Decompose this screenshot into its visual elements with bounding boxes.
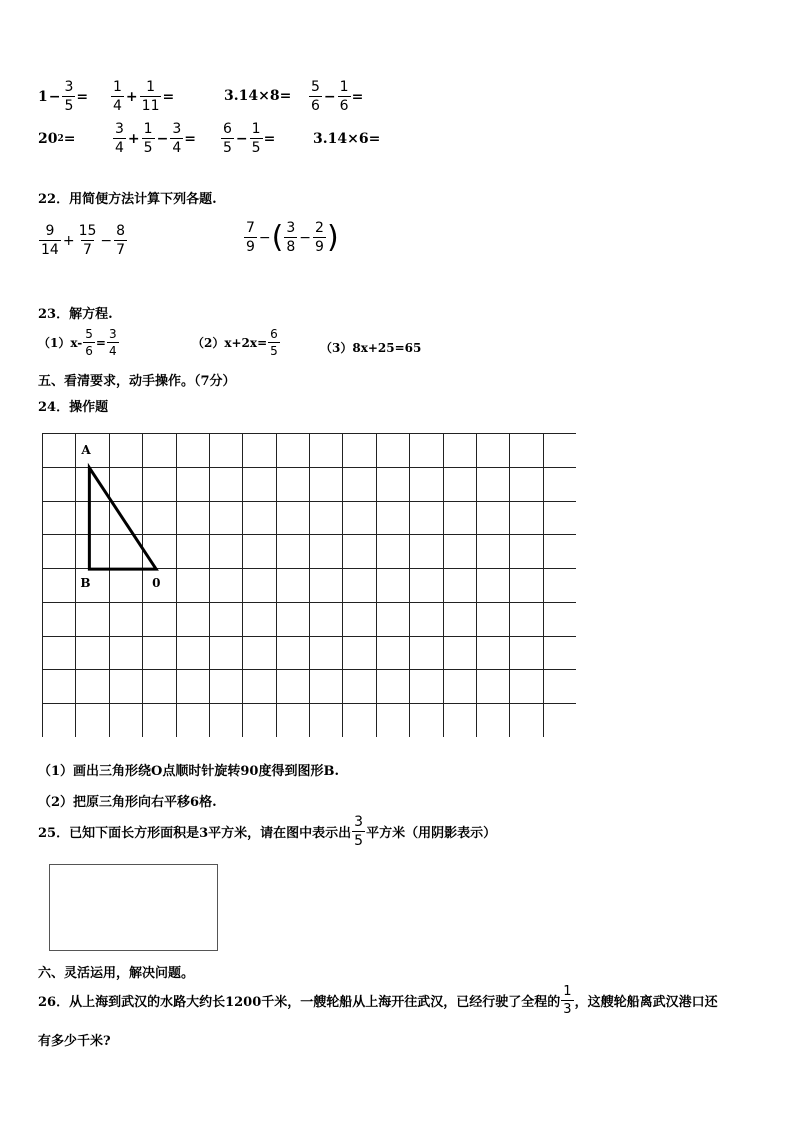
- frac-den: 6: [311, 98, 320, 114]
- vertex-label-a: A: [81, 442, 91, 457]
- frac-num: 1: [113, 79, 122, 95]
- frac-num: 3: [354, 814, 364, 830]
- power-exp: 2: [57, 134, 64, 144]
- calc-op: +: [125, 88, 138, 105]
- calc-op: −: [299, 229, 312, 246]
- frac-num: 6: [223, 121, 232, 137]
- calc-op: −: [235, 130, 248, 147]
- frac-den: 14: [41, 242, 59, 258]
- frac-den: 5: [270, 344, 278, 358]
- frac-num: 1: [339, 79, 349, 95]
- q26-text: 26．从上海到武汉的水路大约长1200千米，一艘轮船从上海开往武汉，已经行驶了全程的: [38, 995, 561, 1010]
- frac-num: 8: [116, 223, 126, 239]
- calc-op: −: [258, 229, 271, 246]
- frac-num: 7: [246, 220, 255, 236]
- calc-op: −: [48, 88, 61, 105]
- calc-op: −: [100, 232, 113, 249]
- calc-expr: 3.14×6=: [313, 131, 381, 147]
- q23-part2: [192, 328, 281, 357]
- q26-line1: [38, 985, 718, 1016]
- calc-op: −: [156, 130, 169, 147]
- q24-task2: （2）把原三角形向右平移6格.: [38, 795, 217, 810]
- equation-label: （1）x-: [38, 336, 83, 350]
- calc-lead: 1: [38, 88, 48, 105]
- frac-num: 6: [270, 327, 278, 341]
- equals: =: [63, 131, 76, 147]
- frac-den: 5: [354, 833, 364, 849]
- q22-expr2: [243, 221, 339, 254]
- q23-part1: [38, 328, 120, 357]
- calc-row2-item2: [112, 122, 196, 155]
- frac-den: 9: [315, 239, 324, 255]
- frac-num: 1: [143, 121, 153, 137]
- equals: =: [162, 88, 175, 105]
- q23-title: 23．解方程.: [38, 307, 113, 322]
- q24-grid: [42, 433, 576, 737]
- frac-den: 3: [563, 1002, 572, 1017]
- q24-title: 24．操作题: [38, 400, 109, 415]
- frac-den: 11: [141, 98, 160, 114]
- frac-num: 3: [115, 121, 124, 137]
- frac-num: 3: [108, 327, 117, 341]
- frac-num: 9: [45, 223, 55, 239]
- calc-op: +: [127, 130, 140, 147]
- frac-num: 1: [563, 984, 572, 999]
- equation-label: （2）x+2x=: [192, 336, 268, 350]
- q26-text-end: ，这艘轮船离武汉港口还: [574, 995, 718, 1010]
- vertex-label-b: B: [80, 576, 91, 591]
- q24-task1: （1）画出三角形绕O点顺时针旋转90度得到图形B.: [38, 764, 339, 779]
- q22-expr1: [38, 224, 128, 257]
- q25-text-end: 平方米（用阴影表示）: [366, 826, 497, 841]
- q22-title: 22．用简便方法计算下列各题.: [38, 192, 217, 207]
- q25-line: [38, 815, 496, 848]
- frac-den: 5: [251, 140, 261, 156]
- calc-row2-item4: [313, 131, 380, 147]
- equation-label: （3）8x+25=65: [320, 341, 422, 355]
- equals: =: [95, 335, 106, 350]
- frac-num: 3: [286, 220, 296, 236]
- frac-num: 3: [64, 79, 74, 95]
- frac-num: 2: [315, 220, 324, 236]
- frac-num: 1: [146, 79, 156, 95]
- calc-row2-item1: [38, 131, 75, 147]
- frac-den: 5: [64, 98, 74, 114]
- calc-op: +: [62, 232, 75, 249]
- frac-den: 8: [286, 239, 296, 255]
- power-base: 20: [38, 131, 58, 147]
- calc-op: −: [323, 88, 336, 105]
- frac-den: 4: [113, 98, 122, 114]
- frac-den: 4: [108, 344, 117, 358]
- right-paren: ): [326, 219, 339, 255]
- calc-row1-item2: [110, 80, 174, 113]
- frac-den: 4: [172, 140, 182, 156]
- equals: =: [351, 88, 364, 105]
- section6-heading: 六、灵活运用，解决问题。: [38, 966, 195, 981]
- left-paren: (: [271, 219, 284, 255]
- calc-row2-item3: [220, 122, 275, 155]
- frac-den: 6: [85, 344, 93, 358]
- calc-row1-item4: [308, 80, 363, 113]
- frac-num: 1: [251, 121, 261, 137]
- frac-den: 4: [115, 140, 124, 156]
- frac-den: 6: [339, 98, 349, 114]
- triangle-abo: [89, 468, 156, 569]
- calc-expr: 3.14×8=: [224, 88, 292, 104]
- calc-row1-item1: [38, 80, 88, 113]
- frac-den: 7: [116, 242, 126, 258]
- frac-num: 3: [172, 121, 182, 137]
- frac-num: 15: [78, 223, 97, 239]
- frac-den: 7: [83, 242, 92, 258]
- frac-den: 5: [223, 140, 232, 156]
- equals: =: [184, 130, 196, 147]
- frac-den: 5: [143, 140, 153, 156]
- q23-part3: [320, 339, 421, 356]
- calc-row1-item3: [224, 88, 291, 104]
- frac-den: 9: [246, 239, 255, 255]
- equals: =: [263, 130, 276, 147]
- frac-num: 5: [311, 79, 320, 95]
- section5-heading: 五、看清要求，动手操作。（7分）: [38, 374, 236, 389]
- q25-text: 25．已知下面长方形面积是3平方米，请在图中表示出: [38, 826, 352, 841]
- vertex-label-o: 0: [152, 576, 161, 591]
- q26-line2: 有多少千米?: [38, 1034, 111, 1049]
- q25-rectangle[interactable]: [49, 864, 218, 951]
- equals: =: [76, 88, 89, 105]
- frac-num: 5: [85, 327, 93, 341]
